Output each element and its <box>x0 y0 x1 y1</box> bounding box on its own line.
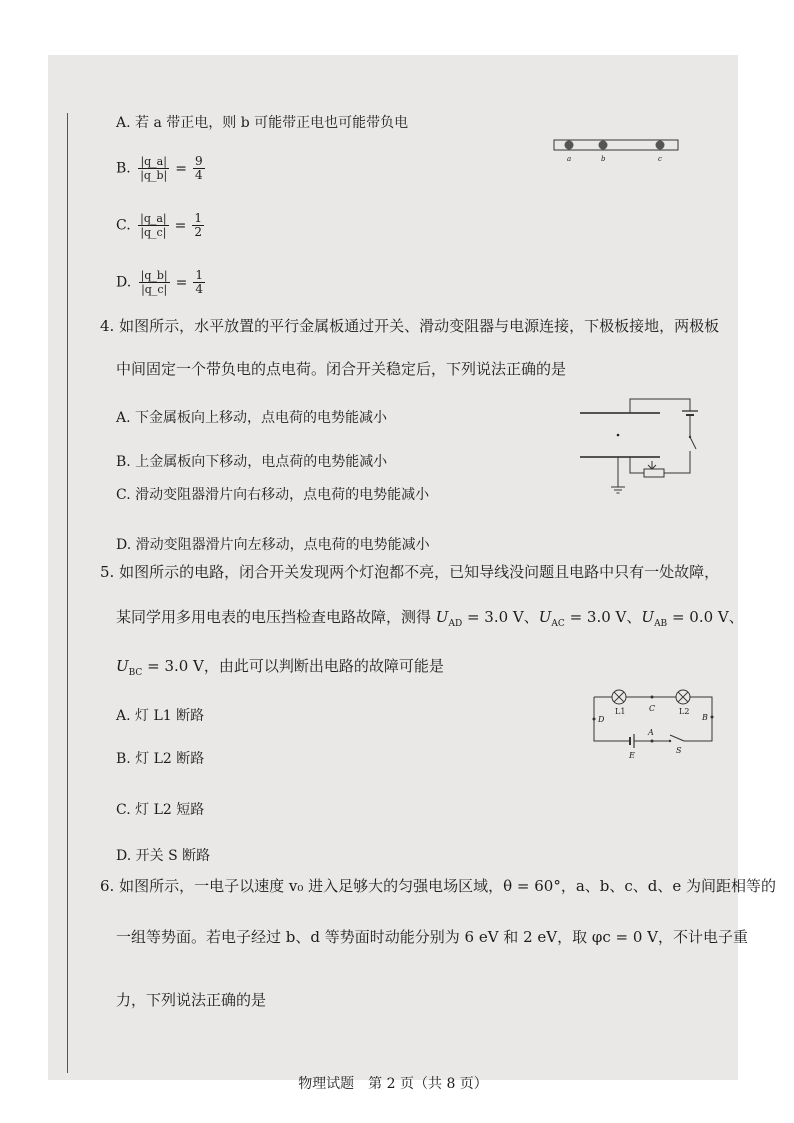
label-b: b <box>601 155 606 163</box>
u-ad-value: 3.0 V <box>484 608 524 626</box>
point-charge <box>617 434 620 437</box>
label-d: D <box>598 715 605 724</box>
ball-b <box>599 141 608 150</box>
q5-option-d: D. 开关 S 断路 <box>116 848 211 864</box>
switch-s <box>670 735 684 741</box>
q5-option-b: B. 灯 L2 断路 <box>116 751 205 767</box>
q3-rod-figure <box>553 137 683 167</box>
node-c <box>651 696 654 699</box>
label-s: S <box>676 746 682 755</box>
q5-option-a: A. 灯 L1 断路 <box>116 708 205 724</box>
q4-option-b: B. 上金属板向下移动，电点荷的电势能减小 <box>116 454 388 470</box>
ball-a <box>565 141 574 150</box>
q6-stem-line3: 力，下列说法正确的是 <box>116 991 267 1009</box>
q5-stem-line1: 5. 如图所示的电路，闭合开关发现两个灯泡都不亮，已知导线没问题且电路中只有一处故障， <box>100 563 720 581</box>
q6-stem-line1: 6. 如图所示，一电子以速度 v₀ 进入足够大的匀强电场区域，θ = 60°，a、b、c、d、e 为间距相等的 <box>100 877 777 895</box>
q3-option-d: D. $\frac{|q\_b|}{|q\_c|}$ = $\frac{1}{4}$ <box>116 268 204 296</box>
q3-option-b: B. $\frac{|q\_a|}{|q\_b|}$ = $\frac{9}{4}$ <box>116 154 203 182</box>
page-footer: 物理试题 第 2 页（共 8 页） <box>298 1076 488 1092</box>
switch-pivot <box>689 436 691 438</box>
u-bc-value: 3.0 V <box>164 657 204 675</box>
label-c: c <box>658 155 662 163</box>
q3-option-c: C. $\frac{|q\_a|}{|q\_c|}$ = $\frac{1}{2}$ <box>116 211 203 239</box>
ball-c <box>656 141 665 150</box>
margin-line <box>67 113 68 1073</box>
rheostat <box>644 469 664 477</box>
q5-stem-line2: 某同学用多用电表的电压挡检查电路故障，测得 $U_{AD} = 3.0$ V、$U_{AC} = 3.0$ V、$U_{AB} = 0.0$ V、 <box>116 608 744 629</box>
node-d <box>593 718 596 721</box>
u-ab-value: 0.0 V <box>689 608 729 626</box>
label-b: B <box>702 713 708 722</box>
q3-option-a: A. 若 a 带正电，则 b 可能带正电也可能带负电 <box>116 115 409 131</box>
wire-to-lower <box>630 457 644 473</box>
label-a: a <box>567 155 572 163</box>
node-b <box>711 716 714 719</box>
exam-sheet <box>48 55 777 1092</box>
q4-stem-line2: 中间固定一个带负电的点电荷。闭合开关稳定后，下列说法正确的是 <box>116 360 567 378</box>
q4-option-d: D. 滑动变阻器滑片向左移动，点电荷的电势能减小 <box>116 537 430 553</box>
wire-bottom-right <box>664 451 690 473</box>
label-c: C <box>649 704 656 713</box>
u-ac-value: 3.0 V <box>586 608 627 626</box>
label-e: E <box>629 751 635 760</box>
node-a <box>651 740 654 743</box>
label-a: A <box>648 728 654 737</box>
q6-stem-line2: 一组等势面。若电子经过 b、d 等势面时动能分别为 6 eV 和 2 eV，取 φc = 0 V，不计电子重 <box>116 928 749 946</box>
q4-stem-line1: 4. 如图所示，水平放置的平行金属板通过开关、滑动变阻器与电源连接，下极板接地，两极板 <box>100 317 720 335</box>
q5-lamp-circuit <box>588 689 718 769</box>
q5-option-c: C. 灯 L2 短路 <box>116 802 205 818</box>
q4-option-c: C. 滑动变阻器滑片向右移动，点电荷的电势能减小 <box>116 487 430 503</box>
label-l1: L1 <box>615 707 626 716</box>
q5-stem-line3: $U_{BC} = 3.0$ V，由此可以判断出电路的故障可能是 <box>116 657 444 678</box>
q4-capacitor-circuit <box>578 393 708 505</box>
switch-blade <box>690 437 696 449</box>
wire-top <box>630 399 690 413</box>
q4-option-a: A. 下金属板向上移动，点电荷的电势能减小 <box>116 410 388 426</box>
label-l2: L2 <box>679 707 690 716</box>
